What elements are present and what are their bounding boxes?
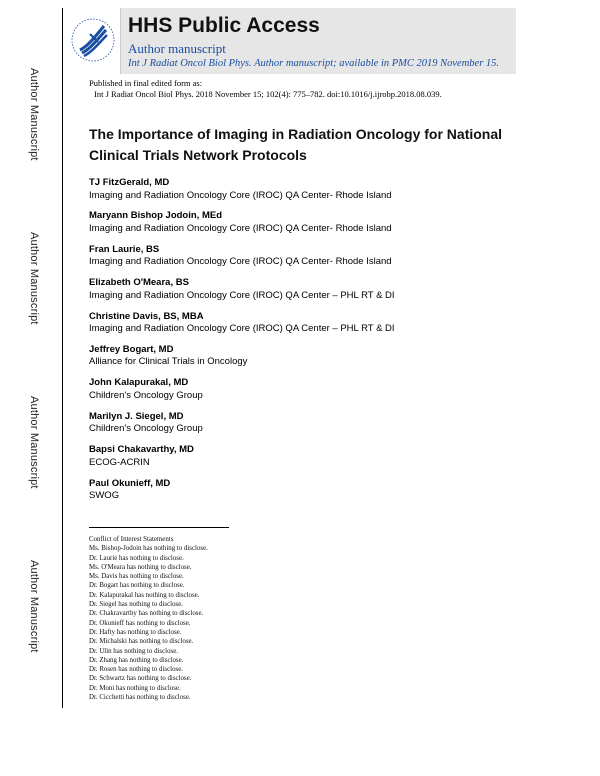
author-entry [89,344,509,377]
author-entry [89,377,509,410]
conflict-of-interest-footnotes [89,535,208,702]
author-affiliation: Imaging and Radiation Oncology Core (IROC) QA Center- Rhode Island [89,256,392,268]
author-entry [89,444,509,477]
publication-info [89,78,442,100]
author-entry [89,244,509,277]
footnote-divider [89,527,229,528]
author-affiliation: ECOG-ACRIN [89,456,150,468]
footnote-line: Dr. Moni has nothing to disclose. [89,684,181,692]
footnote-line: Ms. Davis has nothing to disclose. [89,573,184,581]
author-entry [89,478,509,511]
author-name: Christine Davis, BS, MBA [89,310,204,322]
footnote-line: Dr. Bogart has nothing to disclose. [89,582,185,590]
author-affiliation: Children's Oncology Group [89,389,203,401]
hhs-eagle-logo-icon [70,16,116,64]
footnote-line: Dr. Zhang has nothing to disclose. [89,656,184,664]
banner-title: HHS Public Access [128,14,320,37]
author-name: Elizabeth O'Meara, BS [89,277,189,289]
hhs-banner [66,8,516,74]
footnote-line: Dr. Schwartz has nothing to disclose. [89,675,192,683]
author-entry [89,177,509,210]
author-affiliation: Imaging and Radiation Oncology Core (IROC) QA Center – PHL RT & DI [89,323,395,335]
author-name: John Kalapurakal, MD [89,377,189,389]
footnote-line: Dr. Ulin has nothing to disclose. [89,647,178,655]
sidebar-divider [62,8,63,708]
footnote-heading: Conflict of Interest Statements [89,536,174,543]
footnote-line: Dr. Rosen has nothing to disclose. [89,666,183,674]
author-name: Bapsi Chakavarthy, MD [89,444,194,456]
footnote-line: Dr. Cicchetti has nothing to disclose. [89,694,191,702]
sidebar-label: Author Manuscript [28,560,40,653]
footnote-line: Dr. Laurie has nothing to disclose. [89,554,184,562]
banner-subtitle: Author manuscript [128,41,226,56]
footnote-line: Ms. Bishop-Jodoin has nothing to disclose. [89,545,208,553]
author-name: TJ FitzGerald, MD [89,177,170,188]
logo-box [66,8,121,74]
published-label: Published in final edited form as: [89,78,203,88]
footnote-line: Dr. Okunieff has nothing to disclose. [89,619,191,627]
sidebar-label: Author Manuscript [28,68,40,161]
author-entry [89,311,509,344]
sidebar-label: Author Manuscript [28,232,40,325]
author-affiliation: SWOG [89,490,120,502]
sidebar-label: Author Manuscript [28,396,40,489]
author-entry [89,210,509,243]
author-affiliation: Imaging and Radiation Oncology Core (IROC) QA Center- Rhode Island [89,222,392,234]
author-affiliation: Alliance for Clinical Trials in Oncology [89,356,248,368]
author-affiliation: Imaging and Radiation Oncology Core (IROC) QA Center- Rhode Island [89,189,392,201]
footnote-line: Dr. Kalapurakal has nothing to disclose. [89,591,200,599]
author-name: Jeffrey Bogart, MD [89,343,174,355]
author-entry [89,411,509,444]
author-name: Paul Okunieff, MD [89,477,171,489]
author-name: Marilyn J. Siegel, MD [89,410,184,422]
author-affiliation: Children's Oncology Group [89,423,203,435]
article-title: The Importance of Imaging in Radiation Oncology for National Clinical Trials Network Protocols [89,126,503,163]
footnote-line: Ms. O'Meara has nothing to disclose. [89,563,192,571]
footnote-line: Dr. Michalski has nothing to disclose. [89,638,194,646]
footnote-line: Dr. Siegel has nothing to disclose. [89,601,183,609]
author-name: Fran Laurie, BS [89,243,160,255]
author-affiliation: Imaging and Radiation Oncology Core (IROC) QA Center – PHL RT & DI [89,289,395,301]
footnote-line: Dr. Hafty has nothing to disclose. [89,628,182,636]
banner-citation[interactable]: Int J Radiat Oncol Biol Phys. Author manuscript; available in PMC 2019 November 15. [128,58,500,69]
publication-citation: Int J Radiat Oncol Biol Phys. 2018 November 15; 102(4): 775–782. doi:10.1016/j.ijrobp.2018.08.039. [94,89,442,99]
author-name: Maryann Bishop Jodoin, MEd [89,210,223,222]
footnote-line: Dr. Chakravarthy has nothing to disclose. [89,610,204,618]
author-list [89,177,509,511]
author-entry [89,277,509,310]
